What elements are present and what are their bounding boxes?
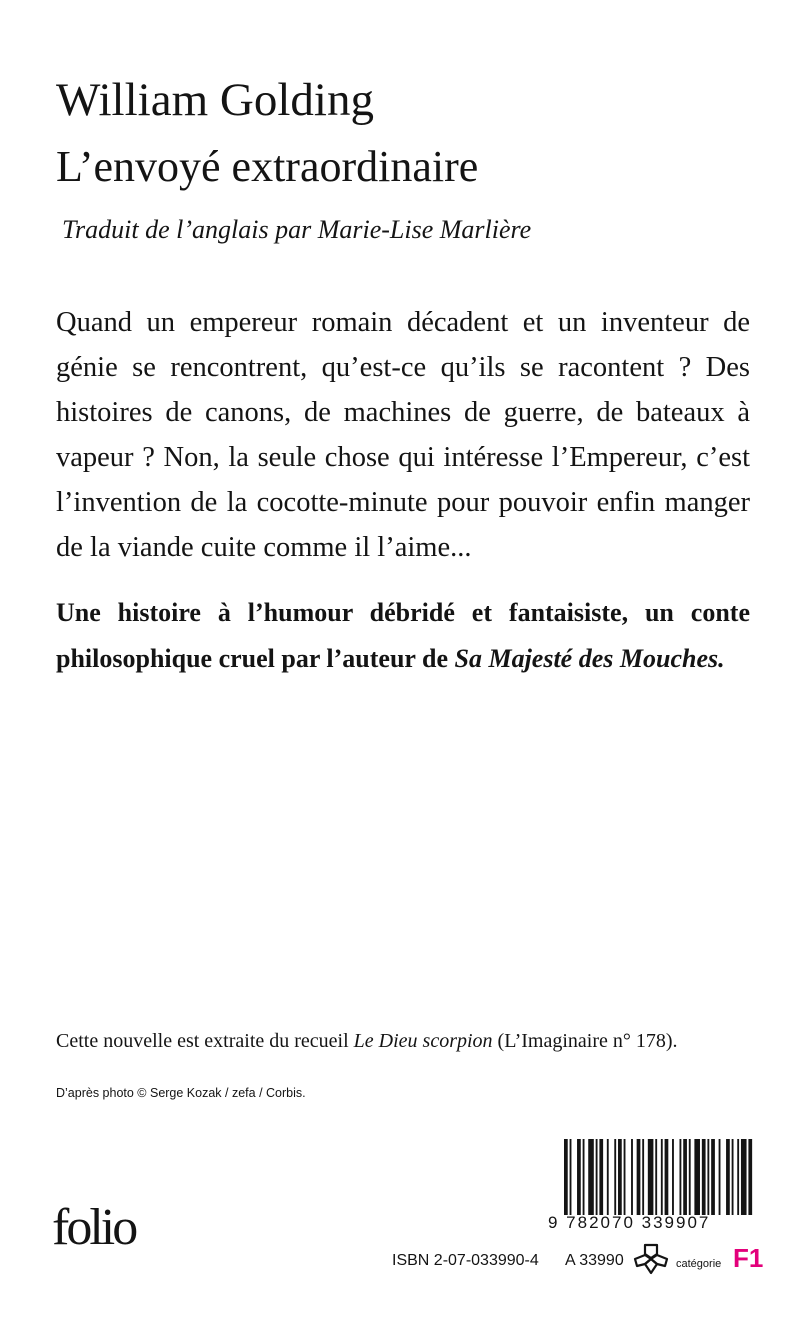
barcode-bar bbox=[711, 1139, 715, 1215]
barcode-bar bbox=[583, 1139, 585, 1215]
barcode-bar bbox=[694, 1139, 700, 1215]
barcode-bar bbox=[683, 1139, 687, 1215]
barcode-bar bbox=[564, 1139, 568, 1215]
source-note bbox=[56, 1026, 678, 1056]
product-code: A 33990 bbox=[565, 1252, 624, 1269]
barcode-icon bbox=[564, 1139, 754, 1215]
source-note-after: (L’Imaginaire n° 178). bbox=[492, 1030, 678, 1052]
barcode-bar bbox=[637, 1139, 641, 1215]
category-label: catégorie bbox=[676, 1258, 722, 1270]
barcode-bar bbox=[707, 1139, 709, 1215]
publisher-logo: folio bbox=[52, 1199, 136, 1256]
barcode-bar bbox=[679, 1139, 681, 1215]
barcode-bar bbox=[748, 1139, 752, 1215]
barcode-bar bbox=[737, 1139, 739, 1215]
barcode-bar bbox=[741, 1139, 747, 1215]
barcode-bar bbox=[599, 1139, 603, 1215]
barcode-bar bbox=[689, 1139, 691, 1215]
source-note-before: Cette nouvelle est extraite du recueil bbox=[56, 1030, 354, 1052]
barcode-bar bbox=[672, 1139, 674, 1215]
barcode-bar bbox=[702, 1139, 706, 1215]
barcode-bar bbox=[607, 1139, 609, 1215]
translator-credit: Traduit de l’anglais par Marie-Lise Marlière bbox=[62, 215, 532, 244]
barcode-bar bbox=[624, 1139, 626, 1215]
barcode-bar bbox=[732, 1139, 734, 1215]
barcode-bar bbox=[596, 1139, 598, 1215]
tagline-book-reference: Sa Majesté des Mouches. bbox=[454, 644, 725, 673]
author-name: William Golding bbox=[56, 74, 374, 126]
isbn: ISBN 2-07-033990-4 bbox=[392, 1252, 539, 1269]
category-code: F1 bbox=[733, 1243, 764, 1273]
blurb-paragraph: Quand un empereur romain décadent et un inventeur de génie se rencontrent, qu’est-ce qu’ils se racontent ? Des histoires de canons, de machines de guerre, de bateaux à vapeur ? Non, la seule chose qui intéresse l’Empereur, c’est l’invention de la cocotte-minute pour pouvoir enfin manger de la viande cuite comme il l’aime... bbox=[56, 307, 750, 563]
barcode-bar bbox=[614, 1139, 616, 1215]
tagline bbox=[56, 590, 750, 682]
barcode-digits: 9 782070 339907 bbox=[548, 1213, 711, 1232]
barcode-bar bbox=[655, 1139, 657, 1215]
barcode-bar bbox=[648, 1139, 654, 1215]
barcode-bar bbox=[588, 1139, 594, 1215]
folio-emblem-icon bbox=[632, 1242, 670, 1276]
barcode-bar bbox=[577, 1139, 581, 1215]
barcode-bar bbox=[618, 1139, 622, 1215]
barcode-bar bbox=[631, 1139, 633, 1215]
barcode-bar bbox=[642, 1139, 644, 1215]
barcode-bar bbox=[726, 1139, 730, 1215]
book-title: L’envoyé extraordinaire bbox=[56, 142, 479, 191]
source-note-collection: Le Dieu scorpion bbox=[353, 1030, 493, 1052]
barcode-bar bbox=[570, 1139, 572, 1215]
barcode-bar bbox=[719, 1139, 721, 1215]
photo-credit: D’après photo © Serge Kozak / zefa / Corbis. bbox=[56, 1086, 306, 1100]
tagline-text: Une histoire à l’humour débridé et fantaisiste, un conte philosophique cruel par l’auteur de bbox=[56, 598, 750, 673]
barcode-bar bbox=[661, 1139, 663, 1215]
barcode-bar bbox=[665, 1139, 669, 1215]
